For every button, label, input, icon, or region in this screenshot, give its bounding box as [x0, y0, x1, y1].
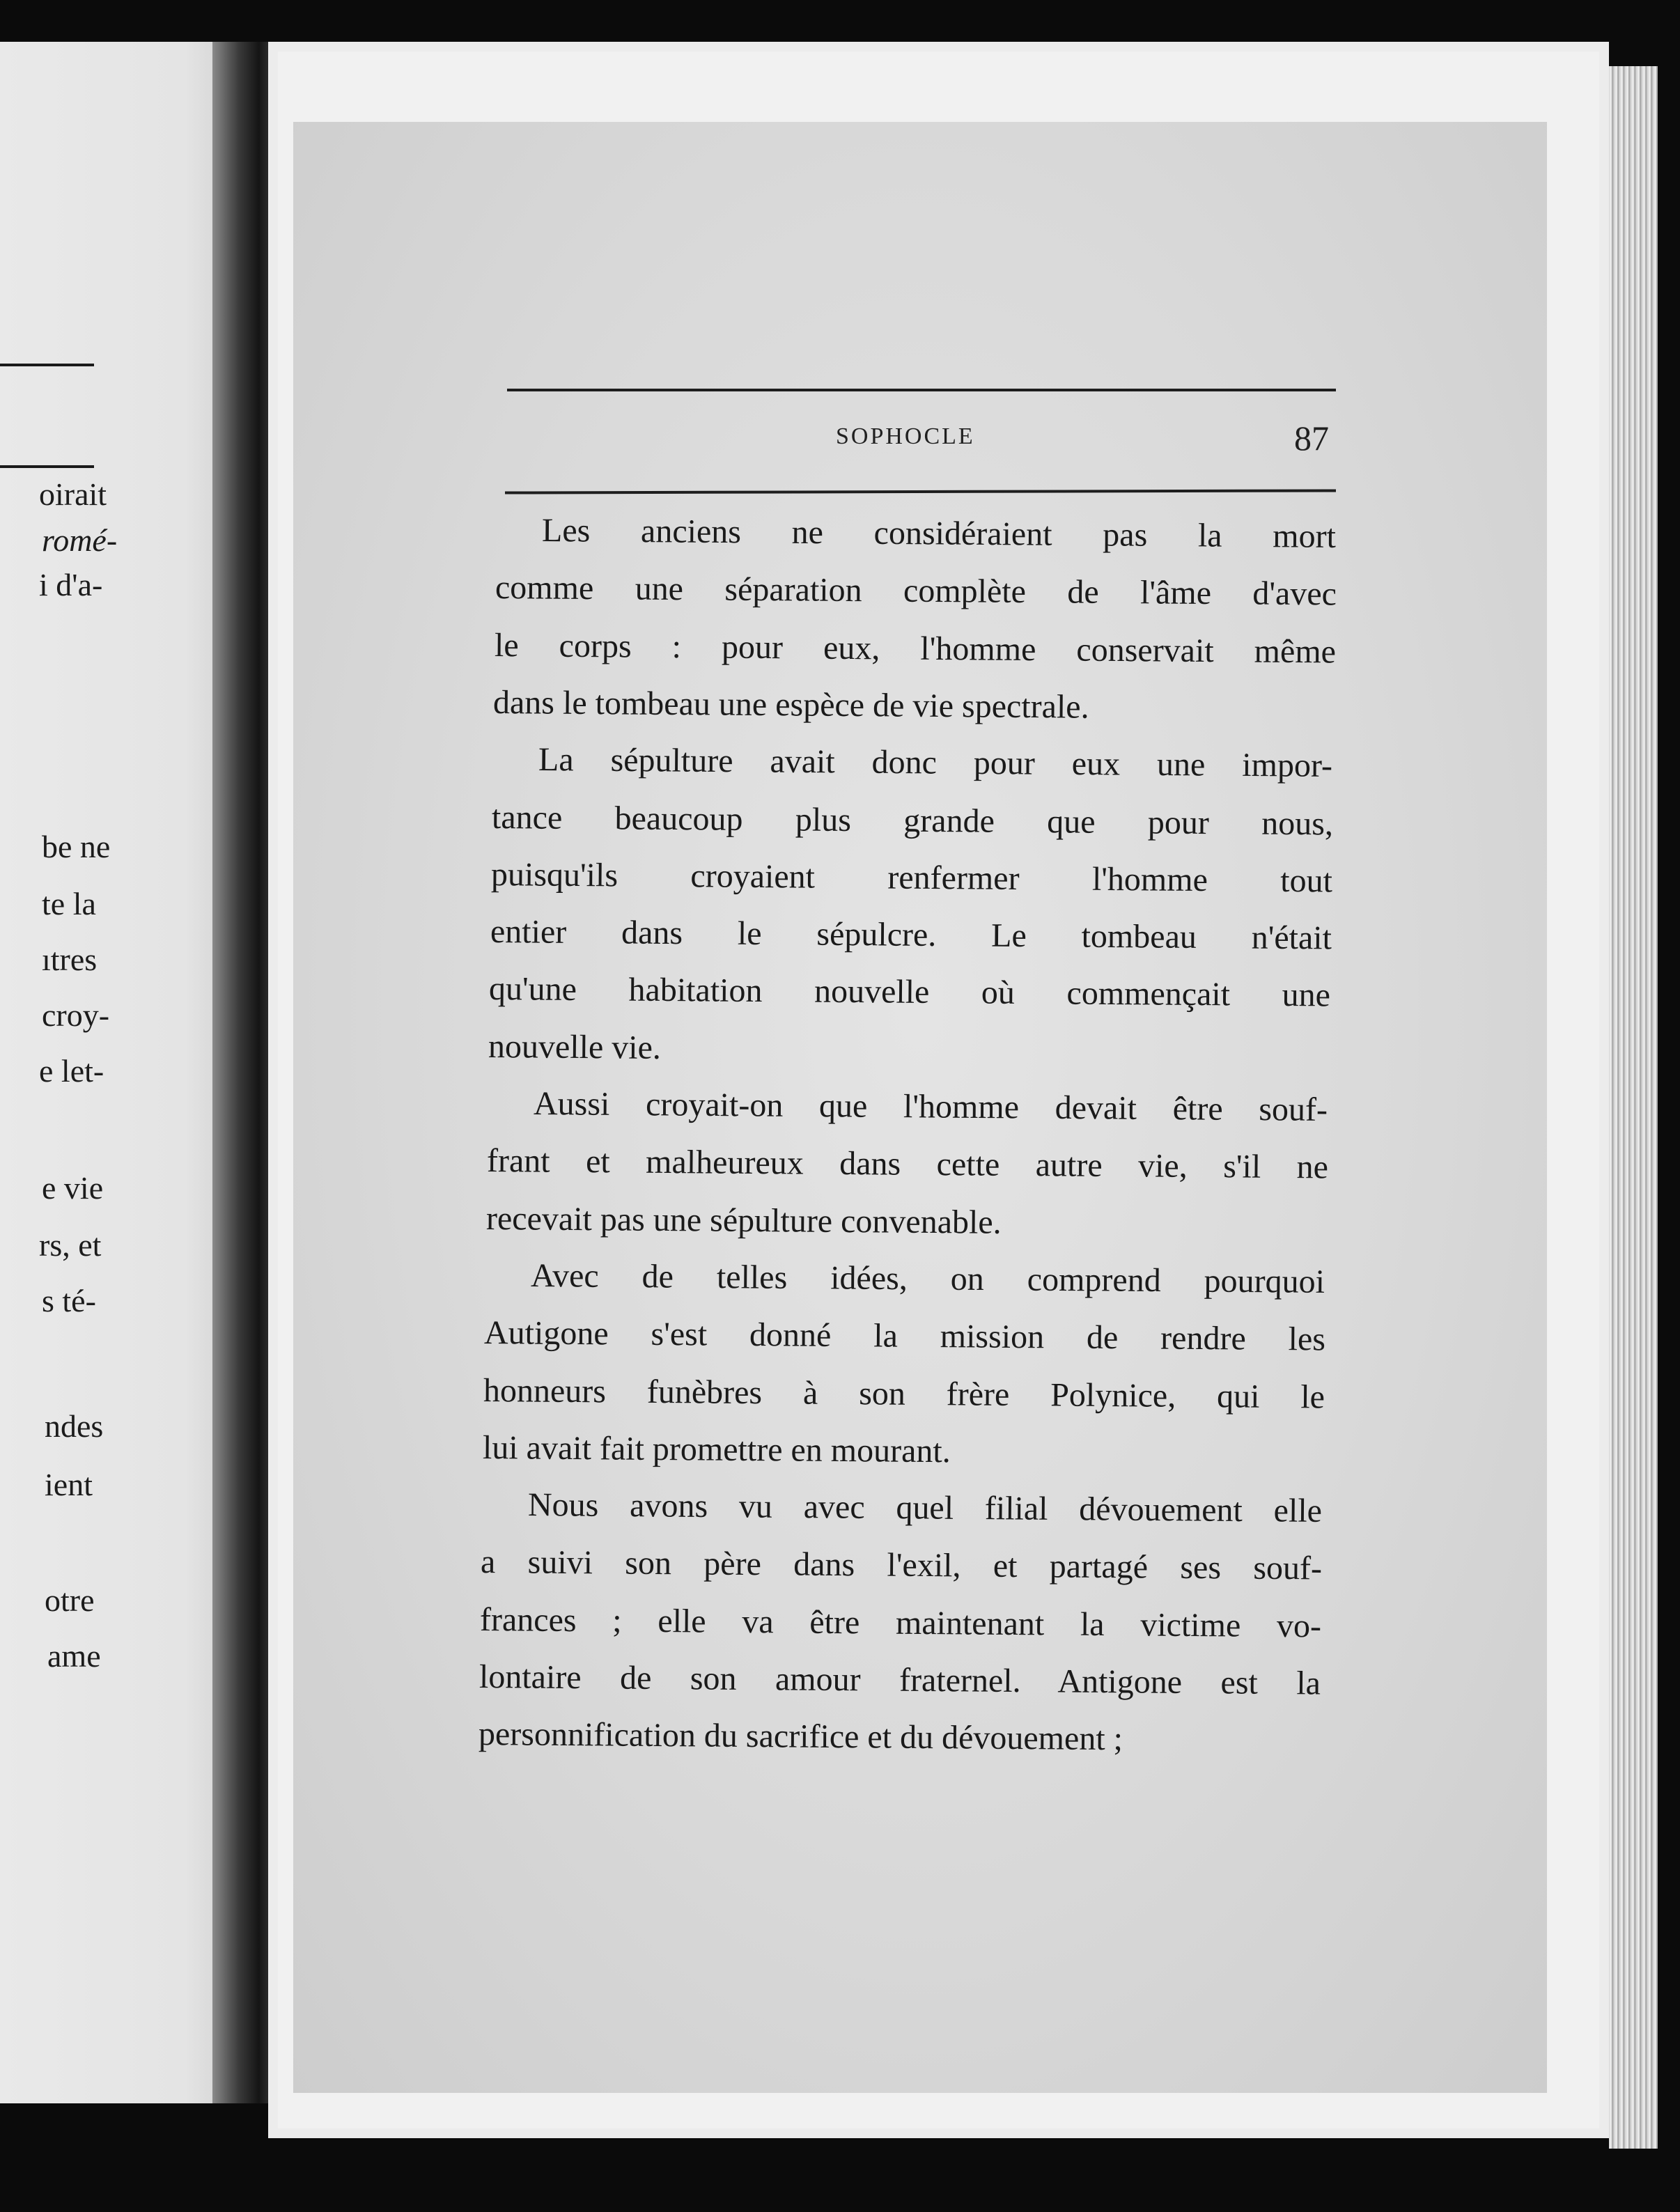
body-text-line: Autigone s'est donné la mission de rendre les — [483, 1314, 1326, 1358]
body-text-line: lui avait fait promettre en mourant. — [482, 1428, 951, 1470]
body-text-line: tance beaucoup plus grande que pour nous, — [491, 798, 1334, 842]
left-page-top-rule — [0, 364, 94, 366]
left-page-header-rule — [0, 465, 94, 468]
body-text-line: Nous avons vu avec quel filial dévouement elle — [527, 1486, 1322, 1530]
body-text-line: a suivi son père dans l'exil, et partagé ses souf- — [481, 1543, 1323, 1587]
left-page-line: ndes — [45, 1408, 104, 1444]
left-page-line: te la — [42, 886, 96, 921]
left-page-line: oirait — [39, 476, 107, 512]
left-page-line: otre — [45, 1582, 95, 1618]
body-text-line: puisqu'ils croyaient renfermer l'homme tout — [490, 855, 1332, 900]
body-text-line: nouvelle vie. — [488, 1027, 662, 1066]
body-text-line: qu'une habitation nouvelle où commençait une — [489, 970, 1331, 1014]
body-text-line: La sépulture avait donc pour eux une impor- — [538, 741, 1333, 785]
left-page-line: ame — [47, 1638, 101, 1674]
running-head: SOPHOCLE — [836, 423, 975, 449]
header-top-rule — [507, 389, 1336, 391]
left-page-line: be ne — [42, 829, 111, 864]
left-page-line: ient — [45, 1467, 93, 1502]
left-page-line: ıtres — [42, 942, 98, 977]
body-text-line: frances ; elle va être maintenant la victime vo- — [479, 1600, 1322, 1645]
body-text-line: Les anciens ne considéraient pas la mort — [541, 512, 1337, 555]
body-text-line: entier dans le sépulcre. Le tombeau n'était — [490, 913, 1332, 957]
left-page-line: i d'a- — [39, 567, 103, 602]
body-text-line: personnification du sacrifice et du dévouement ; — [478, 1715, 1123, 1758]
body-text-line: Aussi croyait-on que l'homme devait être souf- — [533, 1085, 1328, 1128]
left-page-line: s té- — [42, 1283, 96, 1318]
page-number: 87 — [1294, 419, 1329, 458]
body-text-line: comme une séparation complète de l'âme d'avec — [495, 569, 1337, 613]
body-text-line: Avec de telles idées, on comprend pourquoi — [531, 1256, 1325, 1300]
body-text-line: dans le tombeau une espèce de vie spectrale. — [493, 683, 1090, 726]
left-page-line: e let- — [39, 1053, 104, 1089]
left-page-line: rs, et — [39, 1227, 102, 1263]
page-edges — [1609, 66, 1658, 2149]
left-page-line: romé- — [42, 522, 118, 558]
body-text-line: honneurs funèbres à son frère Polynice, qui le — [483, 1371, 1325, 1415]
body-text-line: frant et malheureux dans cette autre vie, s'il ne — [486, 1142, 1328, 1186]
body-text-line: le corps : pour eux, l'homme conservait même — [494, 626, 1336, 671]
left-page-line: e vie — [42, 1170, 104, 1206]
body-text-line: recevait pas une sépulture convenable. — [485, 1199, 1002, 1241]
body-text-line: lontaire de son amour fraternel. Antigone est la — [479, 1658, 1321, 1702]
left-page-line: croy- — [42, 997, 110, 1033]
